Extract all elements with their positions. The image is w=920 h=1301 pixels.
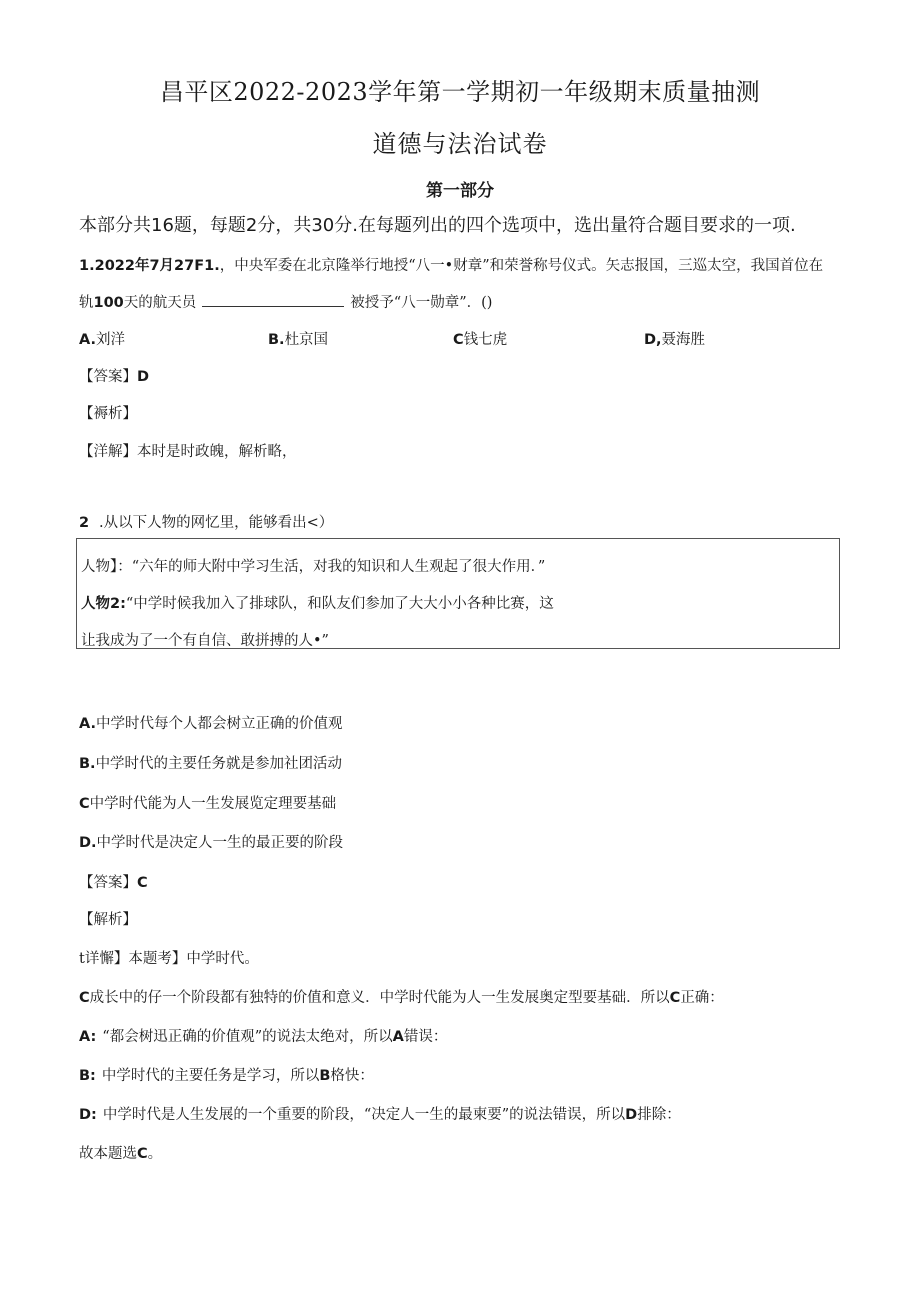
detail-letter: C — [137, 1146, 148, 1162]
detail-letter: C — [669, 990, 681, 1006]
detail-letter: A: — [79, 1029, 97, 1045]
option-text: 刘洋 — [96, 332, 125, 348]
q2-option-a — [79, 712, 343, 733]
material-line3: 让我成为了一个有自信、敢拼搏的人•” — [81, 633, 329, 649]
option-letter: B. — [268, 332, 285, 348]
answer-value: D — [137, 369, 150, 385]
q2-option-d — [79, 831, 343, 852]
option-text: 中学时代的主要任务就是参加社团活动 — [95, 756, 343, 772]
option-text: 钱七虎 — [463, 332, 508, 348]
q2-answer — [79, 871, 148, 892]
q1-stem-text: ，中央军委在北京隆举行地授“八一•财章”和荣誉称号仪式。矢志报国，三巡太空，我国首位在 — [219, 258, 824, 274]
material-speaker: 人物2: — [81, 596, 126, 612]
q2-stem — [79, 511, 333, 532]
q1-answer — [79, 365, 149, 386]
q1-stem-line1 — [79, 254, 823, 275]
q1-number: 1. — [79, 258, 95, 274]
detail-text: 。 — [147, 1146, 163, 1162]
q1-stem-suffix: 被授予“八一勋章”．() — [350, 295, 493, 311]
q1-answer-blank — [202, 294, 344, 307]
part-heading: 第一部分 — [426, 181, 494, 201]
material-line2 — [81, 592, 554, 613]
option-text: 中学时代是决定人一生的最正要的阶段 — [96, 835, 344, 851]
option-letter: A. — [79, 716, 96, 732]
q1-option-c — [453, 328, 507, 349]
detail-text: 故本题选 — [79, 1146, 137, 1162]
q1-stem-prefix: 轨 — [79, 295, 94, 311]
q1-option-d — [644, 328, 705, 349]
q2-analysis-label: 【解析】 — [79, 912, 137, 928]
q2-material-box — [76, 538, 840, 649]
q1-stem-number: 100 — [93, 295, 124, 311]
detail-text: 正确： — [680, 990, 724, 1006]
option-letter: C — [79, 796, 90, 812]
q2-stem-text: .从以下人物的网忆里，能够看出<） — [99, 515, 334, 531]
q2-option-b — [79, 752, 342, 773]
detail-text: 中学时代的主要任务是学习，所以 — [101, 1068, 320, 1084]
q1-stem-mid: 天的航天员 — [123, 295, 197, 311]
detail-text: “都会树迅正确的价值观”的说法太绝对，所以 — [102, 1029, 393, 1045]
q1-option-a — [79, 328, 125, 349]
detail-letter: C — [79, 990, 90, 1006]
detail-text: 中学时代是人生发展的一个重要的阶段，“决定人一生的最柬要”的说法错误，所以 — [102, 1107, 626, 1123]
q2-detail-d — [79, 1103, 681, 1124]
detail-letter: D — [625, 1107, 638, 1123]
detail-letter: B — [319, 1068, 331, 1084]
q2-option-c — [79, 792, 336, 813]
q1-stem-line2 — [79, 291, 492, 312]
detail-letter: B: — [79, 1068, 96, 1084]
material-line1: 人物】：“六年的师大附中学习生活，对我的知识和人生观起了很大作用．” — [81, 559, 546, 575]
q2-detail-c — [79, 986, 724, 1007]
q2-conclusion — [79, 1142, 162, 1163]
detail-text: 格快： — [330, 1068, 374, 1084]
option-text: 中学时代能为人一生发展览定理要基础 — [89, 796, 337, 812]
answer-label: 【答案】 — [79, 875, 137, 891]
detail-letter: D: — [79, 1107, 97, 1123]
detail-text: 成长中的仔一个阶段都有独特的价值和意义．中学时代能为人一生发展奥定型要基础．所以 — [89, 990, 670, 1006]
instructions: 本部分共16题，每题2分，共30分.在每题列出的四个选项中，选出量符合题目要求的一项. — [79, 215, 796, 236]
option-text: 中学时代每个人都会树立正确的价值观 — [96, 716, 343, 732]
exam-title: 昌平区2022-2023学年第一学期初一年级期末质量抽测 — [159, 78, 761, 106]
option-text: 杜京国 — [284, 332, 329, 348]
answer-label: 【答案】 — [79, 369, 137, 385]
q1-analysis-label: 【褥析】 — [79, 406, 137, 422]
q2-detail-b — [79, 1064, 374, 1085]
exam-subtitle: 道德与法治试卷 — [372, 130, 548, 158]
q1-date: 2022年7月27F1. — [94, 258, 220, 274]
detail-letter: A — [392, 1029, 404, 1045]
answer-value: C — [137, 875, 148, 891]
option-text: 聂海胜 — [661, 332, 706, 348]
option-letter: C — [453, 332, 464, 348]
q1-detail: 【洋解】本时是时政魄，解析略， — [79, 444, 297, 460]
option-letter: D, — [644, 332, 662, 348]
material-quote: “中学时候我加入了排球队，和队友们参加了大大小小各种比赛，这 — [125, 596, 554, 612]
detail-text: 排除： — [637, 1107, 681, 1123]
q2-detail-line1: t详懈】本题考】中学时代。 — [79, 951, 259, 967]
detail-text: 错误： — [403, 1029, 448, 1045]
q2-number: 2 — [79, 515, 90, 531]
option-letter: D. — [79, 835, 97, 851]
q2-detail-a — [79, 1025, 447, 1046]
option-letter: A. — [79, 332, 96, 348]
option-letter: B. — [79, 756, 96, 772]
q1-option-b — [268, 328, 328, 349]
